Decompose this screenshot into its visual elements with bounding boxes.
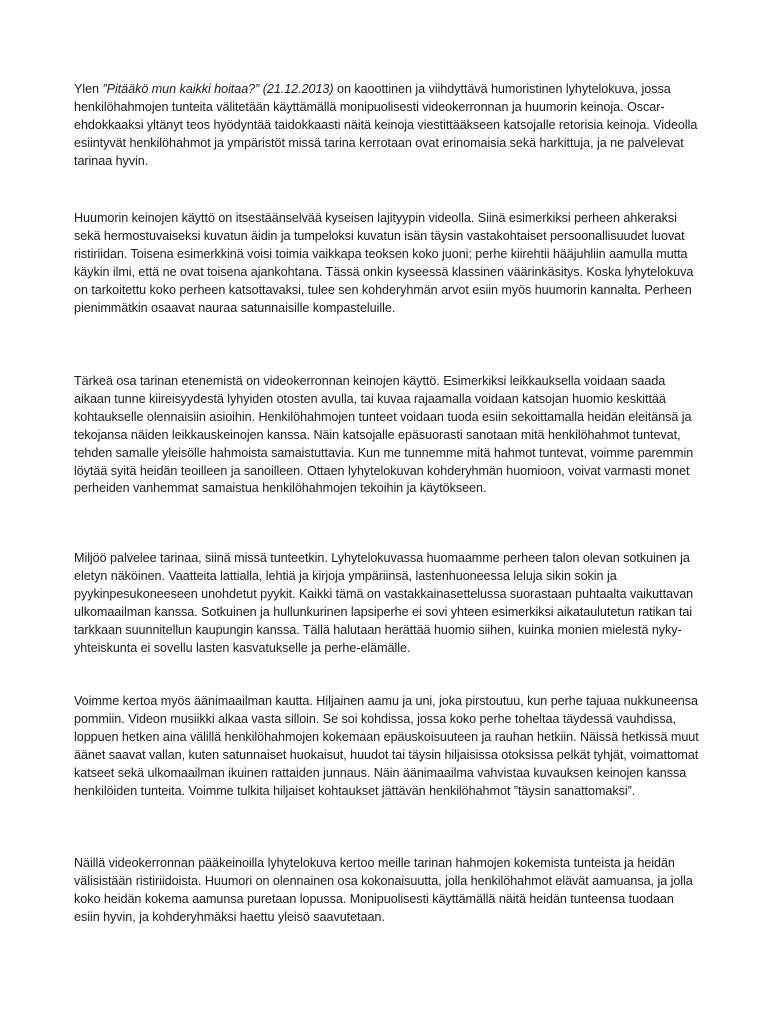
paragraph-setting: Miljöö palvelee tarinaa, siinä missä tunteetkin. Lyhytelokuvassa huomaamme perheen talon olevan sotkuinen ja eletyn näköinen. Vaatteita lattialla, lehtiä ja kirjoja ympäriinsä, lastenhuoneessa leluja sikin sokin ja pyykinpesukoneeseen unohdetut pyykit. Kaikki tämä on vastakkainasettelussa suorastaan puhtaalta vaikuttavan ulkomaailman kanssa. Sotkuinen ja hullunkurinen lapsiperhe ei sovi yhteen esimerkiksi aikataulutetun ratikan tai tarkkaan suunnitellun kaupungin kanssa. Tällä halutaan herättää huomio siihen, kuinka monien mielestä nyky-yhteiskunta ei sovellu lasten kasvatukselle ja perhe-elämälle.	[74, 551, 694, 655]
paragraph-video-narration: Tärkeä osa tarinan etenemistä on videokerronnan keinojen käyttö. Esimerkiksi leikkauksella voidaan saada aikaan tunne kiireisyydestä lyhyiden otosten avulla, tai kuvaa rajaamalla voidaan katsojan huomio keskittää kohtaukselle olennaisiin asioihin. Henkilöhahmojen tunteet voidaan tuoda esiin sekoittamalla heidän eleitänsä ja tekojansa näiden leikkauskeinojen kanssa. Näin katsojalle epäsuorasti sanotaan mitä henkilöhahmot tuntevat, tehden samalle yleisölle hahmoista samaistuttavia. Kun me tunnemme mitä hahmot tuntevat, voimme paremmin löytää syitä heidän teoilleen ja sanoilleen. Ottaen lyhytelokuvan kohderyhmän huomioon, voivat varmasti monet perheiden vanhemmat samaistua henkilöhahmojen tekoihin ja käytökseen.	[74, 374, 694, 496]
paragraph-humor: Huumorin keinojen käyttö on itsestäänselvää kyseisen lajityypin videolla. Siinä esimerkiksi perheen ahkeraksi sekä hermostuvaiseksi kuvatun äidin ja tumpeloksi kuvatun isän täysin vastakohtaiset persoonallisuudet luovat ristiriidan. Toisena esimerkkinä voisi toimia vaikkapa teoksen koko juoni; perhe kiirehtii hääjuhliin aamulla mutta käykin ilmi, että ne ovat toisena ajankohtana. Tässä onkin kyseessä klassinen väärinkäsitys. Koska lyhytelokuva on tarkoitettu koko perheen katsottavaksi, tulee sen kohderyhmän arvot esiin myös huumorin kannalta. Perheen pienimmätkin osaavat nauraa satunnaisille kompasteluille.	[74, 211, 694, 315]
paragraph-soundscape: Voimme kertoa myös äänimaailman kautta. Hiljainen aamu ja uni, joka pirstoutuu, kun perhe tajuaa nukkuneensa pommiin. Videon musiikki alkaa vasta silloin. Se soi kohdissa, jossa koko perhe toheltaa täydessä vauhdissa, loppuen hetken aina välillä henkilöhahmojen kokemaan epäuskoisuuteen ja rauhan hetkiin. Näissä hetkissä muut äänet saavat vallan, kuten satunnaiset huokaisut, huudot tai täysin hiljaisissa otoksissa pelkät tyhjät, voimattomat katseet sekä ulkomaailman ikuinen rattaiden junnaus. Näin äänimaailma vahvistaa kuvauksen keinojen kanssa henkilöiden tunteita. Voimme tulkita hiljaiset kohtaukset jättävän henkilöhahmot ”täysin sanattomaksi”.	[74, 694, 699, 798]
film-title-reference: ”Pitääkö mun kaikki hoitaa?” (21.12.2013)	[102, 82, 334, 96]
paragraph-conclusion: Näillä videokerronnan pääkeinoilla lyhytelokuva kertoo meille tarinan hahmojen kokemista tunteista ja heidän välisistään ristiriidoista. Huumori on olennainen osa kokonaisuutta, jolla henkilöhahmot elävät aamuansa, ja jolla koko heidän kokema aamunsa puretaan lopussa. Monipuolisesti käyttämällä näitä heidän tunteensa tuodaan esiin hyvin, ja kohderyhmäksi haettu yleisö saavutetaan.	[74, 856, 693, 924]
intro-lead-text: Ylen	[74, 82, 103, 96]
paragraph-introduction	[74, 81, 702, 171]
intro-body-text: on kaoottinen ja viihdyttävä humoristinen lyhytelokuva, jossa henkilöhahmojen tunteita välitetään käyttämällä monipuolisesti videokerronnan ja huumorin keinoja. Oscar-ehdokkaaksi yltänyt teos hyödyntää taidokkaasti näitä keinoja viestittääkseen katsojalle retorisia keinoja. Videolla esiintyvät henkilöhahmot ja ympäristöt missä tarina kerrotaan ovat erinomaisia sekä harkittuja, ja ne palvelevat tarinaa hyvin.	[74, 82, 698, 168]
